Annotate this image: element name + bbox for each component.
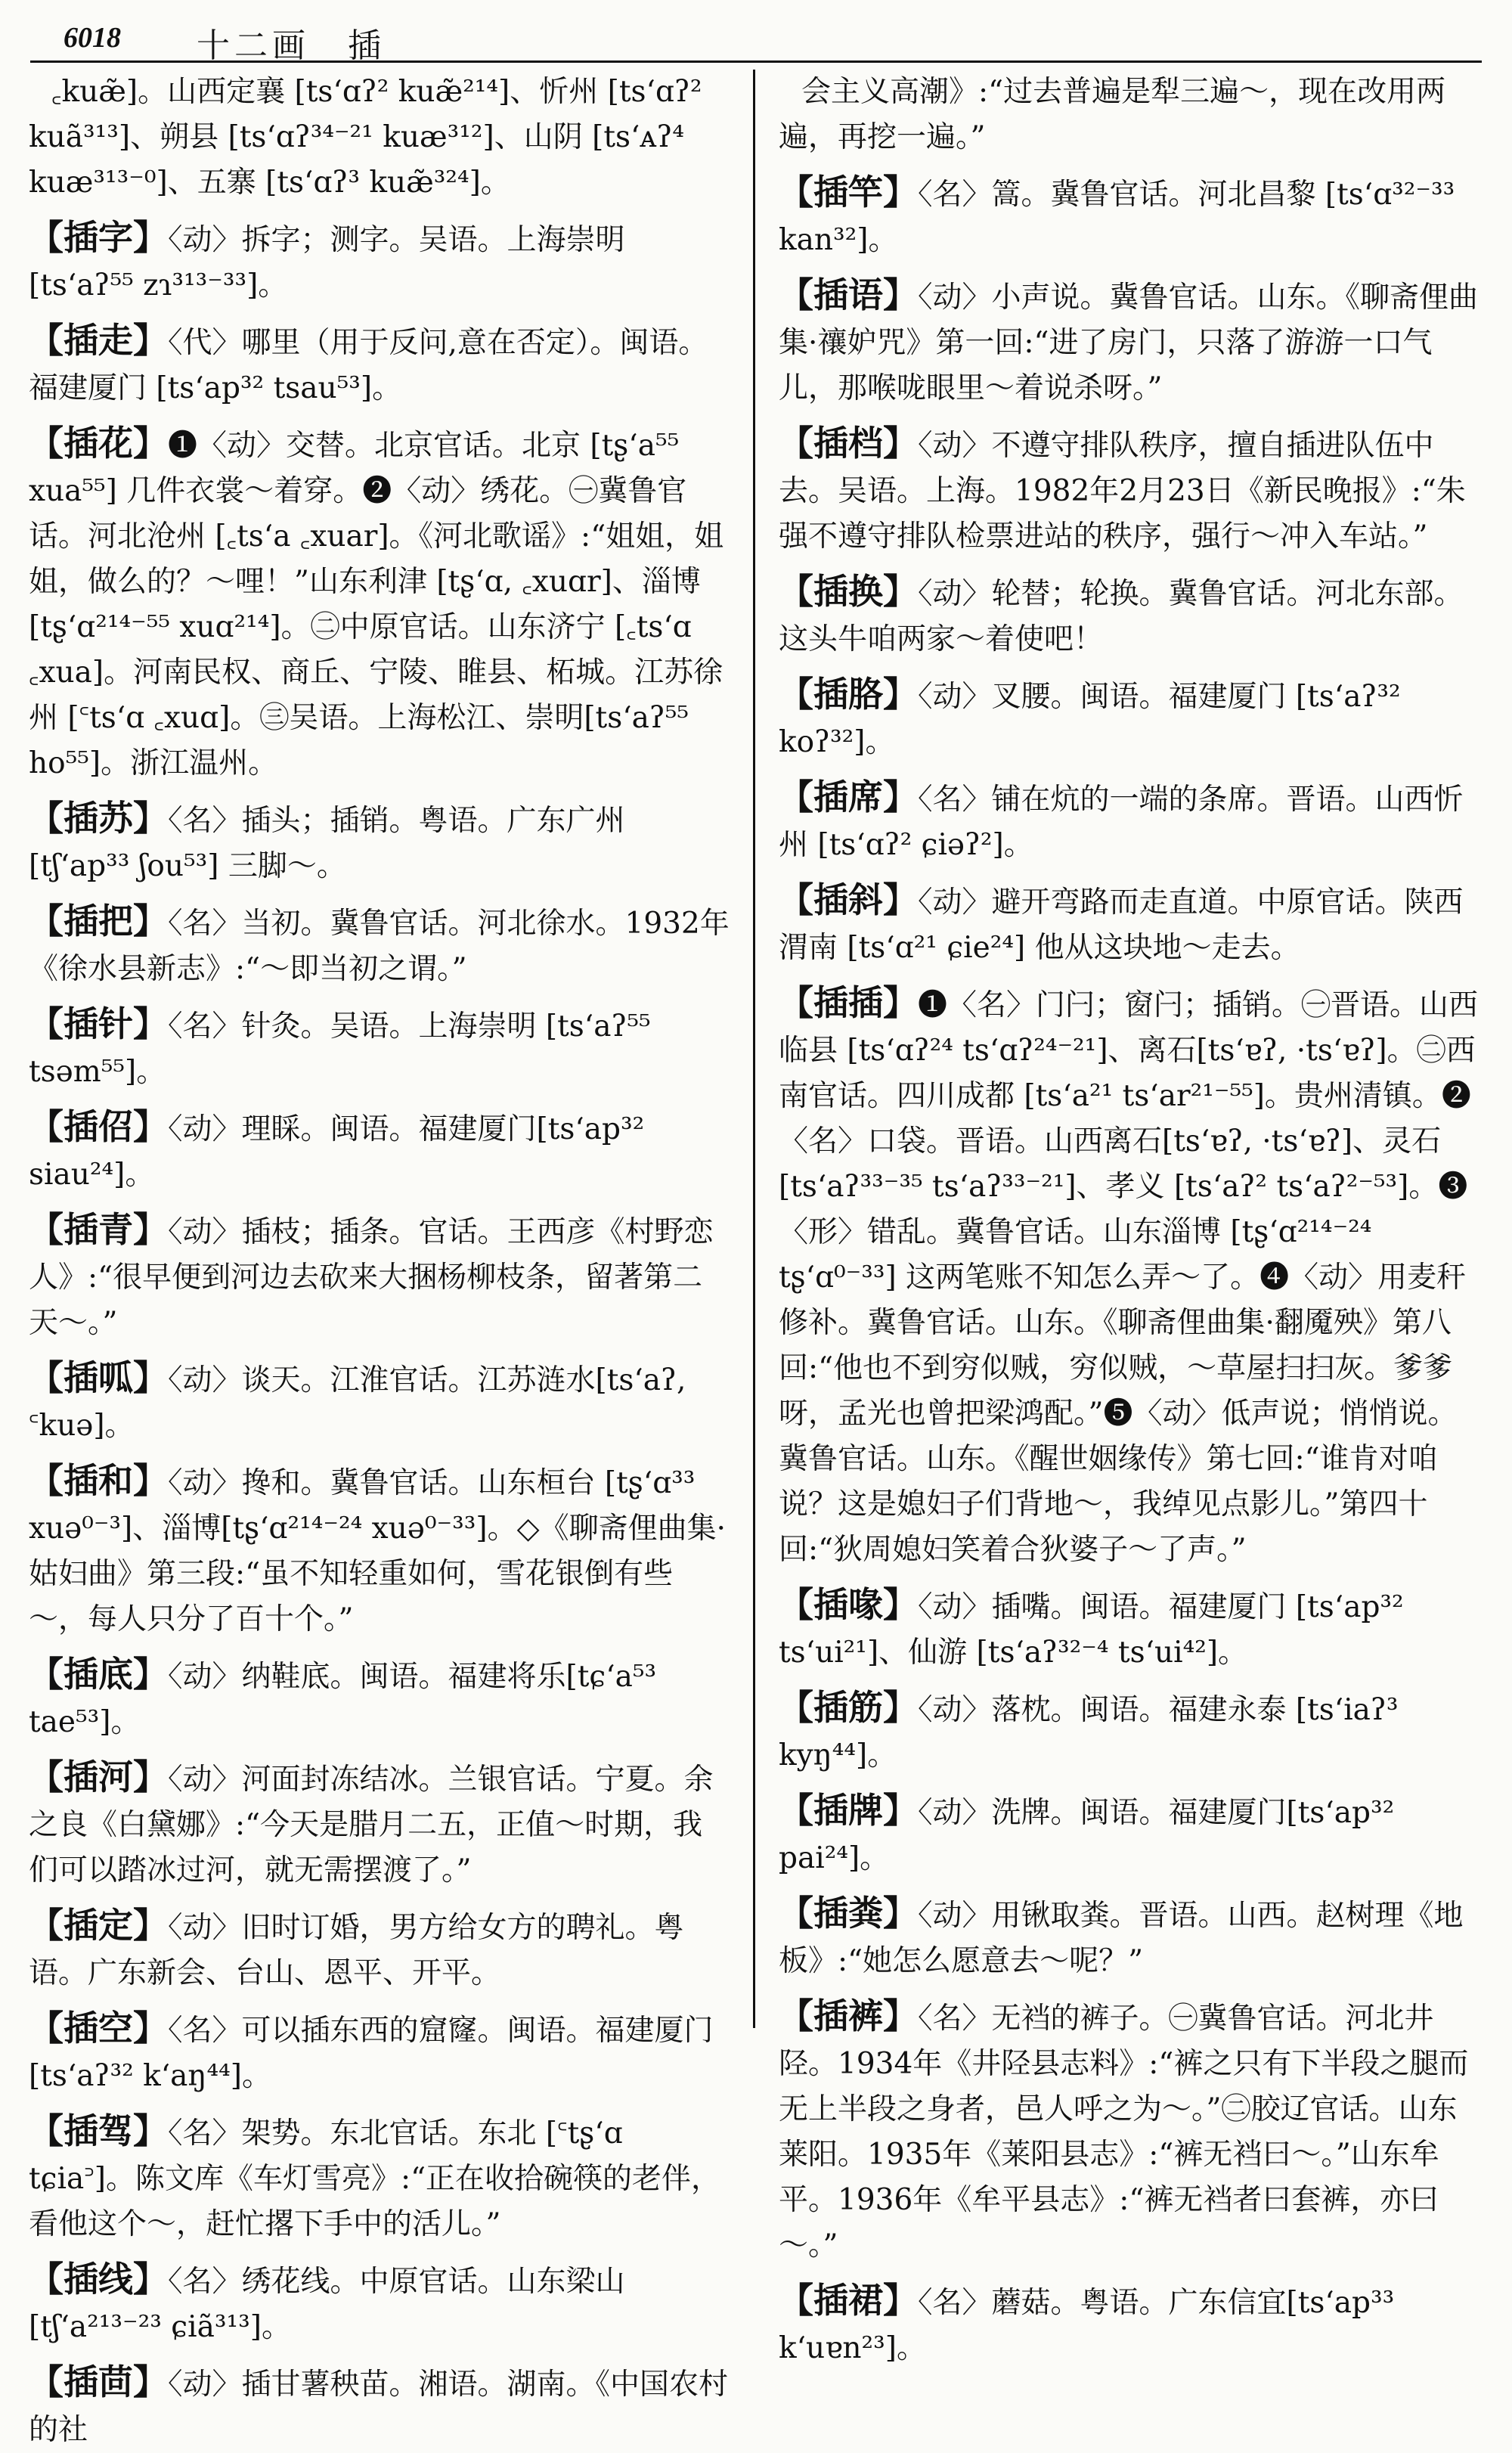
dictionary-entry [29, 2108, 732, 2247]
dictionary-entry [779, 2278, 1486, 2371]
entry-definition: ❶〈名〉门闩；窗闩；插销。㊀晋语。山西临县 [tsʻɑʔ²⁴ tsʻɑʔ²⁴⁻²¹]、离石[tsʻɐʔ, ·tsʻɐʔ]。㊁西南官话。四川成都 [tsʻa²¹ tsʻar²¹⁻⁵⁵]。贵州清镇。❷〈名〉口袋。晋语。山西离石[tsʻɐʔ, ·tsʻɐʔ]、灵石[tsʻaʔ³³⁻³⁵ tsʻaʔ³³⁻²¹]、孝义 [tsʻaʔ² tsʻaʔ²⁻⁵³]。❸〈形〉错乱。冀鲁官话。山东淄博 [tʂʻɑ²¹⁴⁻²⁴ tʂʻɑ⁰⁻³³] 这两笔账不知怎么弄～了。❹〈动〉用麦秆修补。冀鲁官话。山东。《聊斋俚曲集·翻魇殃》第八回:“他也不到穷似贼，穷似贼，～草屋扫扫灰。爹爹呀，孟光也曾把梁鸿配。”❺〈动〉低声说；悄悄说。冀鲁官话。山东。《醒世姻缘传》第七回:“谁肯对咱说？这是媳妇子们背地～，我绰见点影儿。”第四十回:“狄周媳妇笑着合狄婆子～了声。” [779, 988, 1479, 1567]
entry-headword: 【插青】 [29, 1209, 168, 1250]
dictionary-entry [779, 1890, 1486, 1984]
entry-definition: 〈名〉针灸。吴语。上海崇明 [tsʻaʔ⁵⁵ tsəm⁵⁵]。 [29, 1009, 651, 1089]
entry-headword: 【插底】 [29, 1654, 168, 1695]
entry-definition: ❶〈动〉交替。北京官话。北京 [tʂʻa⁵⁵ xua⁵⁵] 几件衣裳～着穿。❷〈动〉绣花。㊀冀鲁官话。河北沧州 [꜀tsʻa ꜀xuar]。《河北歌谣》:“姐姐，姐姐，做么的？～哩！”山东利津 [tʂʻɑ, ꜀xuɑr]、淄博 [tʂʻɑ²¹⁴⁻⁵⁵ xuɑ²¹⁴]。㊁中原官话。山东济宁 [꜀tsʻɑ ꜀xua]。河南民权、商丘、宁陵、睢县、柘城。江苏徐州 [꜂tsʻɑ ꜀xuɑ]。㊂吴语。上海松江、崇明[tsʻaʔ⁵⁵ ho⁵⁵]。浙江温州。 [29, 429, 724, 780]
entry-definition: 〈动〉河面封冻结冰。兰银官话。宁夏。余之良《白黛娜》:“今天是腊月二五，正值～时期，我们可以踏冰过河，就无需摆渡了。” [29, 1763, 714, 1887]
entry-headword: 【插筋】 [779, 1687, 918, 1728]
entry-headword: 【插走】 [29, 320, 168, 361]
entry-headword: 【插牌】 [779, 1790, 918, 1831]
entry-headword: 【插插】 [779, 982, 918, 1023]
entry-headword: 【插苏】 [29, 798, 168, 839]
entry-definition: 〈动〉拆字；测字。吴语。上海崇明 [tsʻaʔ⁵⁵ zɿ³¹³⁻³³]。 [29, 223, 625, 302]
entry-definition: 〈动〉插甘薯秧苗。湘语。湖南。《中国农村的社 [29, 2368, 729, 2447]
entry-headword: 【插斜】 [779, 879, 918, 920]
entry-definition: 〈名〉篙。冀鲁官话。河北昌黎 [tsʻɑ³²⁻³³ kan³²]。 [779, 178, 1455, 257]
entry-headword: 【插语】 [779, 274, 918, 315]
dictionary-entry [779, 1685, 1486, 1779]
dictionary-entry [29, 1458, 732, 1642]
entry-definition: 〈动〉插嘴。闽语。福建厦门 [tsʻap³² tsʻui²¹]、仙游 [tsʻaʔ³²⁻⁴ tsʻui⁴²]。 [779, 1590, 1404, 1670]
dictionary-entry [779, 420, 1486, 560]
page-header [30, 14, 1482, 63]
entry-definition: 〈动〉落枕。闽语。福建永泰 [tsʻiaʔ³ kyŋ⁴⁴]。 [779, 1693, 1399, 1772]
entry-headword: 【插空】 [29, 2008, 168, 2048]
entry-headword: 【插档】 [779, 423, 918, 464]
dictionary-entry [29, 1355, 732, 1449]
entry-definition: 〈动〉谈天。江淮官话。江苏涟水[tsʻaʔ, ꜂kuə]。 [29, 1363, 686, 1443]
entry-headword: 【插换】 [779, 571, 918, 612]
entry-definition: 〈动〉不遵守排队秩序，擅自插进队伍中去。吴语。上海。1982年2月23日《新民晚报》:“朱强不遵守排队检票进站的秩序，强行～冲入车站。” [779, 429, 1466, 554]
entry-definition: 〈名〉无裆的裤子。㊀冀鲁官话。河北井陉。1934年《井陉县志料》:“裤之只有下半段之腿而无上半段之身者，邑人呼之为～。”㊁胶辽官话。山东莱阳。1935年《莱阳县志》:“裤无裆曰～。”山东牟平。1936年《牟平县志》:“裤无裆者曰套裤，亦曰～。” [779, 2002, 1469, 2262]
running-head: 十二画 插 [197, 26, 386, 65]
entry-headword: 【插河】 [29, 1757, 168, 1797]
dictionary-entry [779, 169, 1486, 263]
dictionary-entry [779, 1993, 1486, 2268]
dictionary-entry [29, 2256, 732, 2350]
entry-headword: 【插喙】 [779, 1584, 918, 1625]
entry-definition: 〈动〉避开弯路而走直道。中原官话。陕西渭南 [tsʻɑ²¹ ɕie²⁴] 他从这块地～走去。 [779, 885, 1464, 965]
dictionary-entry [29, 1651, 732, 1745]
column-divider [753, 70, 755, 2028]
entry-definition: 〈动〉洗牌。闽语。福建厦门[tsʻap³² pai²⁴]。 [779, 1796, 1395, 1875]
entry-headword: 【插茴】 [29, 2362, 168, 2402]
entry-headword: 【插字】 [29, 217, 168, 258]
entry-definition: 〈动〉纳鞋底。闽语。福建将乐[tɕʻa⁵³ tae⁵³]。 [29, 1660, 657, 1739]
entry-definition: 〈名〉架势。东北官话。东北 [꜂tʂʻɑ tɕia꜄]。陈文库《车灯雪亮》:“正在收拾碗筷的老伴，看他这个～，赶忙撂下手中的活儿。” [29, 2117, 721, 2241]
entry-headword: 【插和】 [29, 1460, 168, 1501]
entry-definition: 〈动〉理睬。闽语。福建厦门[tsʻap³² siau²⁴]。 [29, 1112, 645, 1192]
page-number: 6018 [64, 22, 121, 54]
dictionary-entry [779, 1582, 1486, 1676]
entry-definition: 〈名〉当初。冀鲁官话。河北徐水。1932年《徐水县新志》:“～即当初之谓。” [29, 907, 730, 986]
dictionary-entry [29, 1207, 732, 1346]
entry-definition: 〈动〉用锹取粪。晋语。山西。赵树理《地板》:“她怎么愿意去～呢？” [779, 1899, 1464, 1978]
dictionary-entry [779, 671, 1486, 765]
dictionary-entry [29, 1903, 732, 1996]
entry-headword: 【插裙】 [779, 2280, 918, 2321]
entry-headword: 【插竿】 [779, 172, 918, 212]
dictionary-entry [779, 774, 1486, 868]
dictionary-entry [29, 215, 732, 309]
entry-definition: 〈动〉旧时订婚，男方给女方的聘礼。粤语。广东新会、台山、恩平、开平。 [29, 1911, 684, 1990]
entry-headword: 【插佋】 [29, 1106, 168, 1147]
entry-headword: 【插席】 [779, 777, 918, 817]
dictionary-entry [29, 898, 732, 992]
dictionary-entry [29, 1754, 732, 1893]
entry-definition: 〈名〉蘑菇。粤语。广东信宜[tsʻap³³ kʻuɐn²³]。 [779, 2286, 1395, 2365]
entry-headword: 【插胳】 [779, 674, 918, 715]
entry-definition: 〈名〉铺在炕的一端的条席。晋语。山西忻州 [tsʻɑʔ² ɕiəʔ²]。 [779, 783, 1464, 862]
dictionary-entry [779, 272, 1486, 411]
entry-definition: 〈动〉小声说。冀鲁官话。山东。《聊斋俚曲集·禳妒咒》第一回:“进了房门，只落了游游一口气儿，那喉咙眼里～着说杀呀。” [779, 281, 1479, 405]
dictionary-entry [779, 980, 1486, 1573]
left-column [29, 70, 732, 2447]
entry-headword: 【插线】 [29, 2259, 168, 2299]
entry-headword: 【插呱】 [29, 1357, 168, 1398]
entry-headword: 【插把】 [29, 901, 168, 941]
dictionary-entry [29, 2359, 732, 2453]
entry-headword: 【插定】 [29, 1905, 168, 1946]
dictionary-entry [29, 2005, 732, 2099]
dictionary-entry [29, 318, 732, 411]
entry-definition: 〈动〉插枝；插条。官话。王西彦《村野恋人》:“很早便到河边去砍来大捆杨柳枝条，留著第二天～。” [29, 1215, 714, 1340]
dictionary-entry [779, 569, 1486, 662]
dictionary-entry [29, 795, 732, 889]
dictionary-entry [29, 1001, 732, 1095]
dictionary-entry [779, 70, 1486, 160]
entry-definition: 〈动〉叉腰。闽语。福建厦门 [tsʻaʔ³² koʔ³²]。 [779, 680, 1401, 759]
entry-headword: 【插花】 [29, 423, 168, 464]
entry-definition: ꜀kuæ̃]。山西定襄 [tsʻɑʔ² kuæ̃²¹⁴]、忻州 [tsʻɑʔ² kuã³¹³]、朔县 [tsʻɑʔ³⁴⁻²¹ kuæ³¹²]、山阴 [tsʻᴀʔ⁴ kuæ³¹³⁻⁰]、五寨 [tsʻɑʔ³ kuæ̃³²⁴]。 [29, 75, 702, 200]
entry-definition: 〈名〉绣花线。中原官话。山东梁山 [tʃʻa²¹³⁻²³ ɕiã³¹³]。 [29, 2265, 625, 2344]
right-column [779, 70, 1486, 2365]
entry-definition: 〈名〉可以插东西的窟窿。闽语。福建厦门 [tsʻaʔ³² kʻaŋ⁴⁴]。 [29, 2014, 714, 2093]
entry-headword: 【插裤】 [779, 1996, 918, 2036]
dictionary-entry [29, 1104, 732, 1198]
entry-headword: 【插针】 [29, 1003, 168, 1044]
entry-definition: 〈动〉搀和。冀鲁官话。山东桓台 [tʂʻɑ³³ xuə⁰⁻³]、淄博[tʂʻɑ²¹⁴⁻²⁴ xuə⁰⁻³³]。◇《聊斋俚曲集·姑妇曲》第三段:“虽不知轻重如何，雪花银倒有些～，每人只分了百十个。” [29, 1466, 726, 1636]
dictionary-entry [779, 1788, 1486, 1881]
entry-headword: 【插驾】 [29, 2110, 168, 2151]
entry-headword: 【插粪】 [779, 1893, 918, 1934]
entry-definition: 会主义高潮》:“过去普遍是犁三遍～，现在改用两遍，再挖一遍。” [779, 75, 1446, 154]
dictionary-entry [779, 877, 1486, 971]
dictionary-entry [29, 70, 732, 206]
dictionary-entry [29, 420, 732, 786]
entry-definition: 〈动〉轮替；轮换。冀鲁官话。河北东部。这头牛咱两家～着使吧！ [779, 577, 1464, 656]
entry-definition: 〈名〉插头；插销。粤语。广东广州 [tʃʻap³³ ʃou⁵³] 三脚～。 [29, 804, 625, 883]
entry-definition: 〈代〉哪里（用于反问,意在否定）。闽语。福建厦门 [tsʻap³² tsau⁵³]。 [29, 326, 708, 405]
